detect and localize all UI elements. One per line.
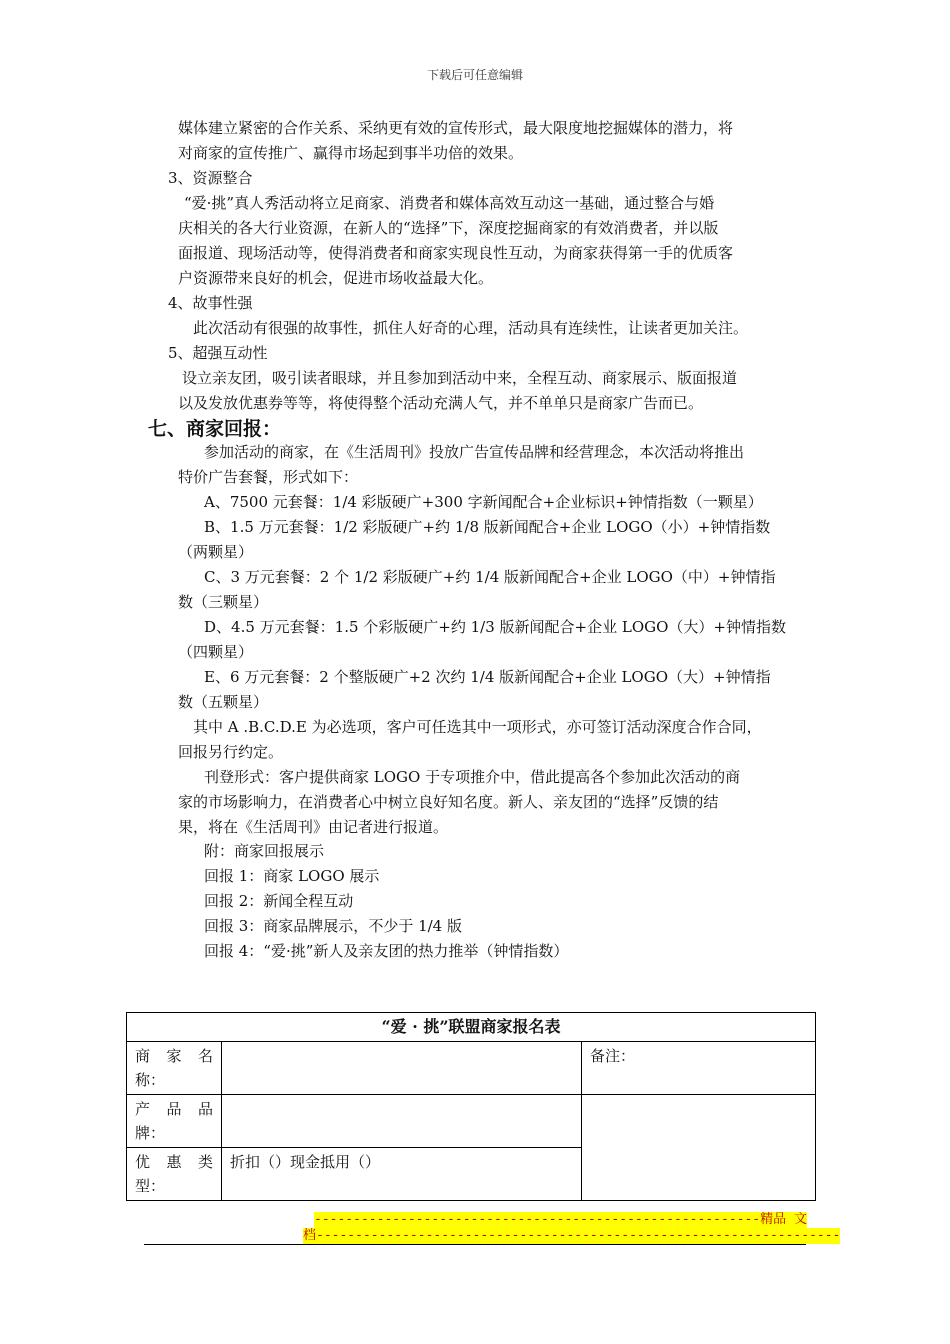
discount-type-label: 优 惠 类型： — [127, 1148, 222, 1201]
package-b: B、1.5 万元套餐：1/2 彩版硬广+约 1/8 版新闻配合+企业 LOGO（小）+钟情指数 — [204, 518, 771, 536]
footer-watermark-line1: ---------------------------------------------------------精品 文 — [314, 1212, 807, 1227]
package-d: D、4.5 万元套餐：1.5 个彩版硬广+约 1/3 版新闻配合+企业 LOGO（大）+钟情指数 — [204, 618, 786, 636]
body-line: 刊登形式：客户提供商家 LOGO 于专项推介中，借此提高各个参加此次活动的商 — [204, 768, 741, 786]
registration-form — [126, 1012, 816, 1201]
reward-item: 回报 1：商家 LOGO 展示 — [204, 867, 380, 885]
body-line: 此次活动有很强的故事性，抓住人好奇的心理，活动具有连续性，让读者更加关注。 — [193, 319, 749, 337]
body-line: 家的市场影响力，在消费者心中树立良好知名度。新人、亲友团的“选择”反馈的结 — [178, 793, 719, 811]
remark-field[interactable] — [582, 1095, 816, 1201]
brand-field[interactable] — [222, 1095, 582, 1148]
discount-type-field[interactable]: 折扣（）现金抵用（） — [222, 1148, 582, 1201]
reward-item: 回报 2：新闻全程互动 — [204, 892, 354, 910]
body-line: （四颗星） — [178, 643, 254, 661]
merchant-name-field[interactable] — [222, 1042, 582, 1095]
form-title: “爱 · 挑”联盟商家报名表 — [127, 1013, 816, 1042]
body-line: （两颗星） — [178, 543, 254, 561]
body-line: “爱·挑”真人秀活动将立足商家、消费者和媒体高效互动这一基础，通过整合与婚 — [184, 194, 715, 212]
body-line: 媒体建立紧密的合作关系、采纳更有效的宣传形式，最大限度地挖掘媒体的潜力，将 — [178, 119, 734, 137]
reward-item: 回报 3：商家品牌展示，不少于 1/4 版 — [204, 917, 462, 935]
footer-divider — [144, 1244, 806, 1245]
footer-watermark-line2: 档------------------------------------------------------------------- — [303, 1228, 841, 1243]
body-line: 对商家的宣传推广、赢得市场起到事半功倍的效果。 — [178, 144, 524, 162]
merchant-name-label: 商 家 名称： — [127, 1042, 222, 1095]
body-line: 数（三颗星） — [178, 593, 269, 611]
reward-item: 回报 4：“爱·挑”新人及亲友团的热力推举（钟情指数） — [204, 942, 569, 960]
body-line: 以及发放优惠券等等，将使得整个活动充满人气，并不单单只是商家广告而已。 — [178, 394, 704, 412]
body-line: 设立亲友团，吸引读者眼球，并且参加到活动中来，全程互动、商家展示、版面报道 — [182, 369, 738, 387]
subheading-5: 5、超强互动性 — [168, 344, 268, 362]
body-line: 果，将在《生活周刊》由记者进行报道。 — [178, 818, 449, 836]
body-line: 特价广告套餐，形式如下： — [178, 468, 359, 486]
package-a: A、7500 元套餐：1/4 彩版硬广+300 字新闻配合+企业标识+钟情指数（一颗星） — [204, 493, 763, 511]
body-line: 庆相关的各大行业资源，在新人的“选择”下，深度挖掘商家的有效消费者，并以版 — [178, 219, 719, 237]
section-title: 七、商家回报： — [148, 418, 282, 440]
package-c: C、3 万元套餐：2 个 1/2 彩版硬广+约 1/4 版新闻配合+企业 LOGO（中）+钟情指 — [204, 568, 776, 586]
body-line: 数（五颗星） — [178, 693, 269, 711]
appendix-title: 附：商家回报展示 — [204, 842, 325, 860]
body-line: 户资源带来良好的机会，促进市场收益最大化。 — [178, 269, 494, 287]
brand-label: 产 品 品牌： — [127, 1095, 222, 1148]
remark-label: 备注： — [582, 1042, 816, 1095]
page-header: 下载后可任意编辑 — [426, 68, 523, 82]
package-e: E、6 万元套餐：2 个整版硬广+2 次约 1/4 版新闻配合+企业 LOGO（大）+钟情指 — [204, 668, 771, 686]
body-line: 参加活动的商家，在《生活周刊》投放广告宣传品牌和经营理念，本次活动将推出 — [204, 443, 745, 461]
body-line: 面报道、现场活动等，使得消费者和商家实现良性互动，为商家获得第一手的优质客 — [178, 244, 734, 262]
body-line: 回报另行约定。 — [178, 743, 284, 761]
body-line: 其中 A .B.C.D.E 为必选项，客户可任选其中一项形式，亦可签订活动深度合作合同， — [193, 718, 762, 736]
subheading-4: 4、故事性强 — [168, 294, 253, 312]
subheading-3: 3、资源整合 — [168, 169, 253, 187]
